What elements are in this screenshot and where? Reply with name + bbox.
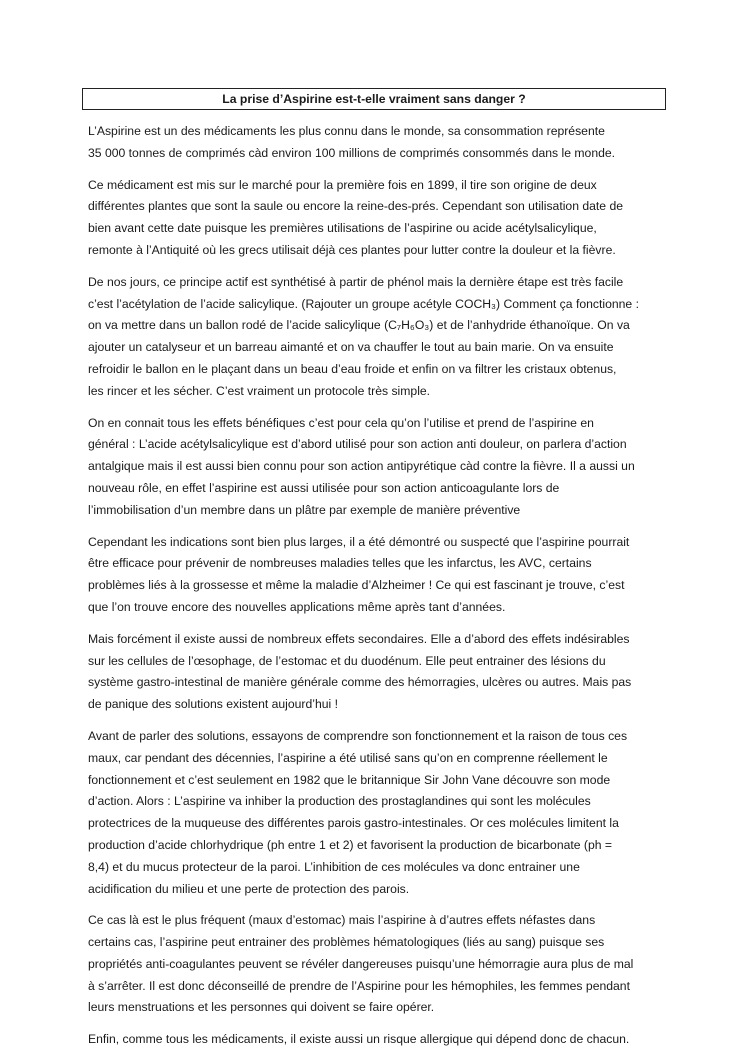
paragraph-history: Ce médicament est mis sur le marché pour la première fois en 1899, il tire son origine de deux différentes plantes que sont la saule ou encore la reine-des-prés. Cependant son utilisation date de bien avant cette date puisque les premières utilisations de l’aspirine ou acide acétylsalicylique, remonte à l’Antiquité où les grecs utilisait déjà ces plantes pour lutter contre la douleur et la fièvre.	[88, 177, 624, 257]
paragraph-intro: L’Aspirine est un des médicaments les plus connu dans le monde, sa consommation représente 35 000 tonnes de comprimés càd environ 100 millions de comprimés consommés dans le monde.	[88, 124, 616, 160]
paragraph-synthesis: De nos jours, ce principe actif est synthétisé à partir de phénol mais la dernière étape est très facile c’est l’acétylation de l’acide salicylique. (Rajouter un groupe acétyle COCH₃) Comment ça fonctionne : on va mettre dans un ballon rodé de l’acide salicylique (C₇H₆O₃) et de l’anhydride éthanoïque. On va ajouter un catalyseur et un barreau aimanté et on va chauffer le tout au bain marie. On va ensuite refroidir le ballon en le plaçant dans un beau d’eau froide et enfin on va filtrer les cristaux obtenus, les rincer et les sécher. C’est vraiment un protocole très simple.	[88, 274, 639, 398]
document-title: La prise d’Aspirine est-t-elle vraiment sans danger ?	[222, 92, 526, 106]
paragraph-mechanism: Avant de parler des solutions, essayons de comprendre son fonctionnement et la raison de tous ces maux, car pendant des décennies, l’aspirine a été utilisé sans qu’on en comprenne réellement le fonctionnement et c’est seulement en 1982 que le britannique Sir John Vane découvre son mode d’action. Alors : L’aspirine va inhiber la production des prostaglandines qui sont les molécules protectrices de la muqueuse des différentes parois gastro-intestinales. Or ces molécules limitent la production d’acide chlorhydrique (ph entre 1 et 2) et favorisent la production de bicarbonate (ph = 8,4) et du mucus protecteur de la paroi. L’inhibition de ces molécules va donc entrainer une acidification du milieu et une perte de protection des parois.	[88, 728, 628, 896]
paragraph-indications: Cependant les indications sont bien plus larges, il a été démontré ou suspecté que l’aspirine pourrait être efficace pour prévenir de nombreuses maladies telles que les infarctus, les AVC, certains problèmes liés à la grossesse et même la maladie d’Alzheimer ! Ce qui est fascinant je trouve, c’est que l’on trouve encore des nouvelles applications même après tant d’années.	[88, 534, 630, 614]
title-box	[82, 88, 666, 110]
paragraph-benefits: On en connait tous les effets bénéfiques c’est pour cela qu’on l’utilise et prend de l’aspirine en général : L’acide acétylsalicylique est d’abord utilisé pour son action anti douleur, on parlera d’action antalgique mais il est aussi bien connu pour son action antipyrétique càd contre la fièvre. Il a aussi un nouveau rôle, en effet l’aspirine est aussi utilisée pour son action anticoagulante lors de l’immobilisation d’un membre dans un plâtre par exemple de manière préventive	[88, 415, 635, 517]
paragraph-allergy: Enfin, comme tous les médicaments, il existe aussi un risque allergique qui dépend donc de chacun.	[88, 1032, 630, 1047]
paragraph-side-effects: Mais forcément il existe aussi de nombreux effets secondaires. Elle a d’abord des effets indésirables sur les cellules de l’œsophage, de l’estomac et du duodénum. Elle peut entrainer des lésions du système gastro-intestinal de manière générale comme des hémorragies, ulcères ou autres. Mais pas de panique des solutions existent aujourd’hui !	[88, 631, 632, 712]
paragraph-hematologic: Ce cas là est le plus fréquent (maux d’estomac) mais l’aspirine à d’autres effets néfastes dans certains cas, l’aspirine peut entrainer des problèmes hématologiques (liés au sang) puisque ses propriétés anti-coagulantes peuvent se révéler dangereuses puisqu’une hémorragie aura plus de mal à s’arrêter. Il est donc déconseillé de prendre de l’Aspirine pour les hémophiles, les femmes pendant leurs menstruations et les personnes qui doivent se faire opérer.	[88, 913, 634, 1015]
document-body	[88, 121, 668, 1061]
